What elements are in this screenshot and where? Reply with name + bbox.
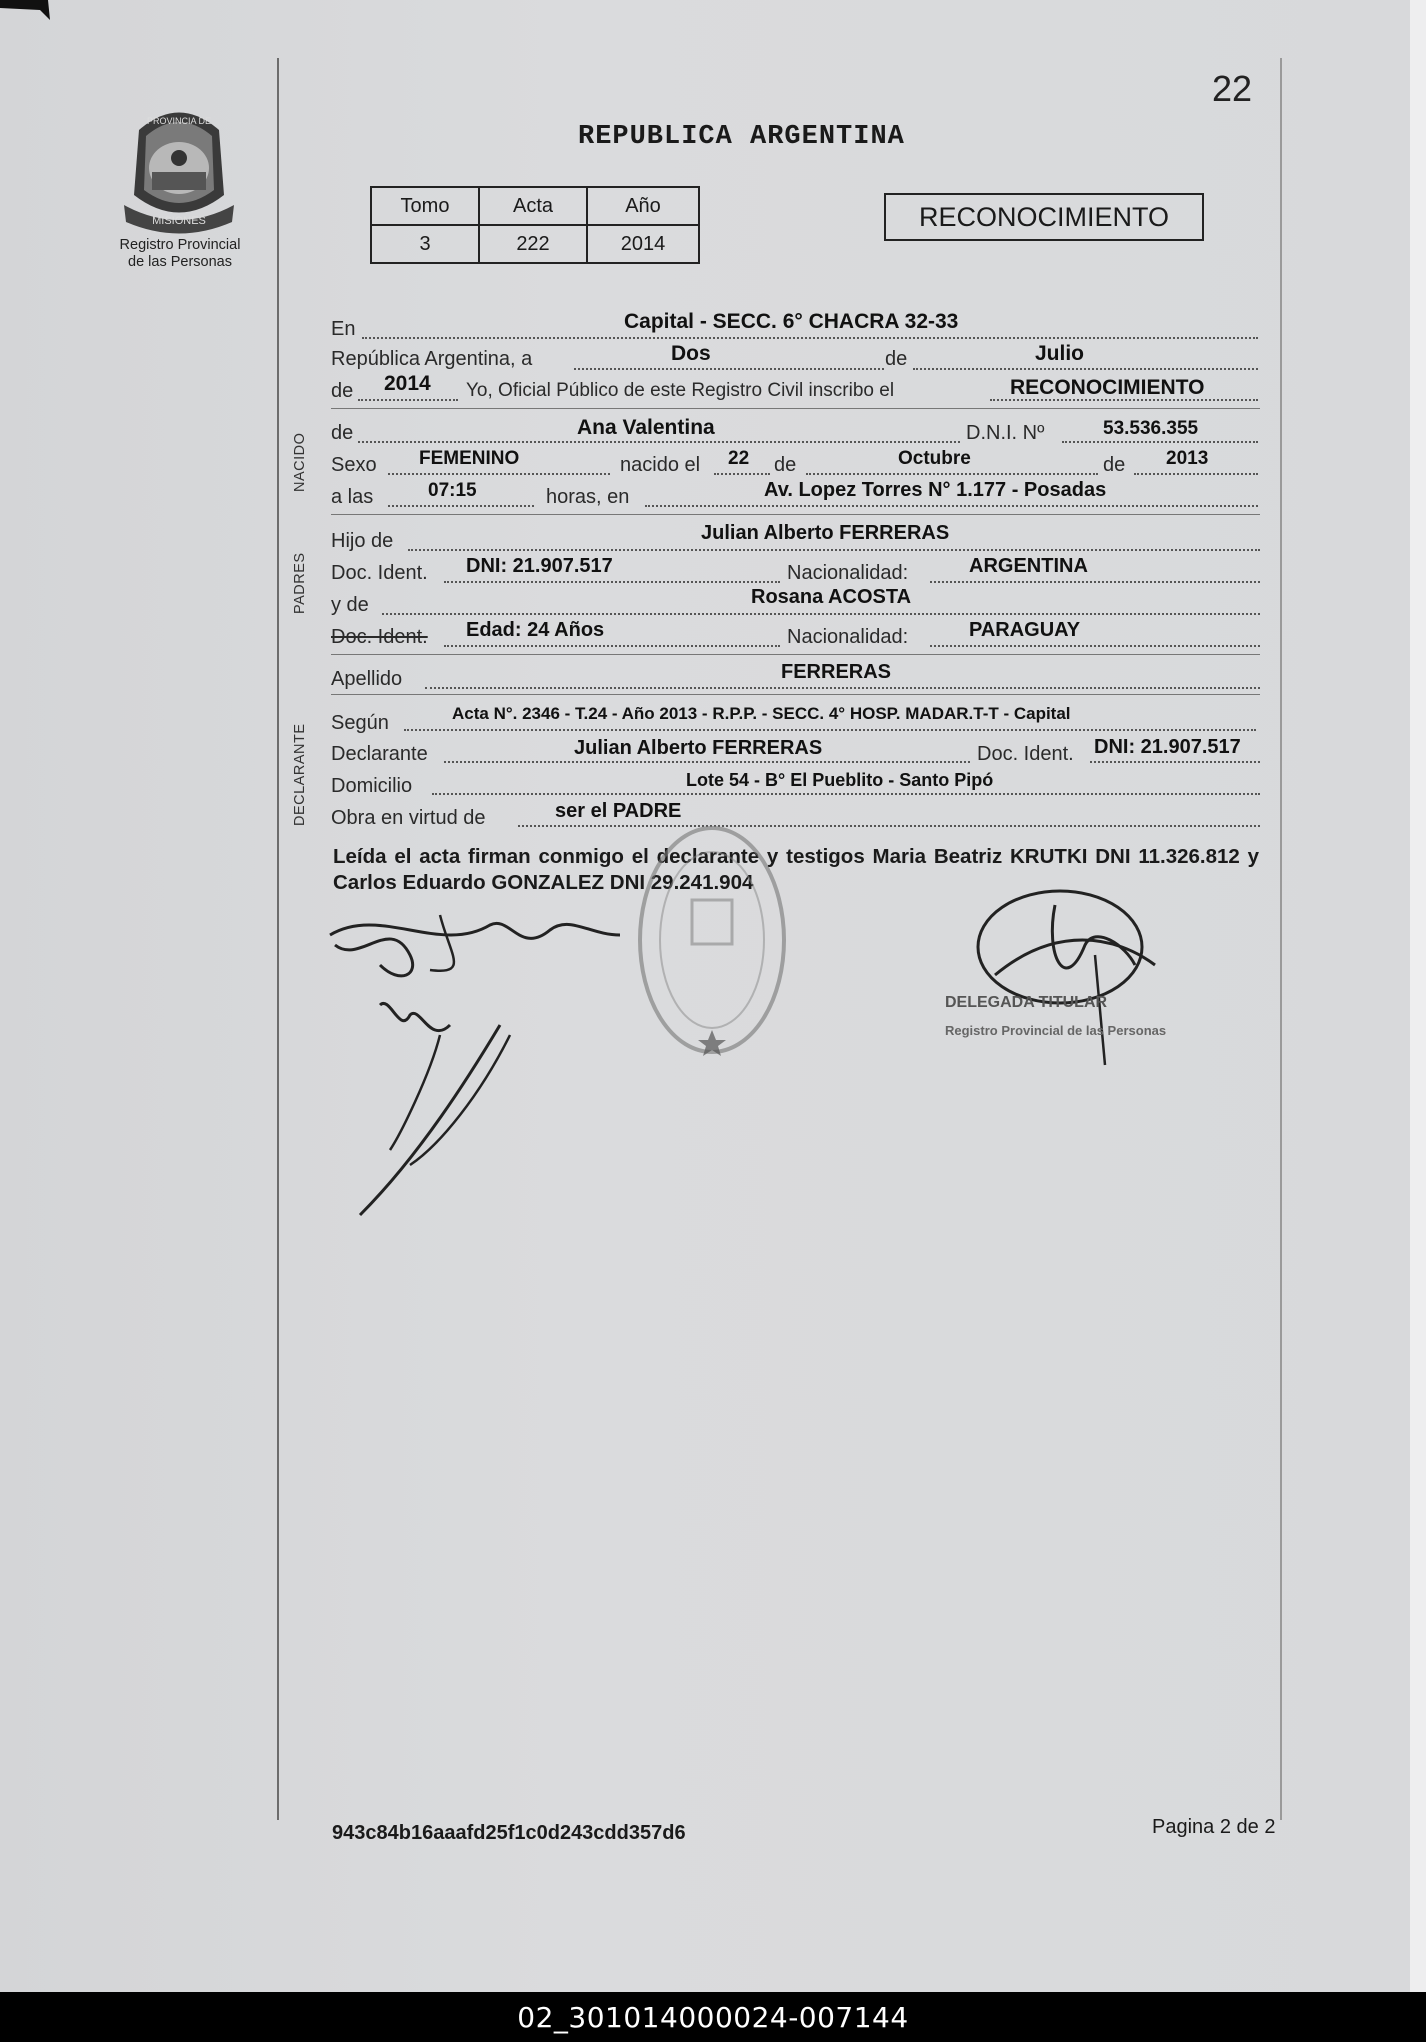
- dotted-line: [930, 581, 1260, 583]
- svg-text:Registro Provincial de las Per: Registro Provincial de las Personas: [945, 1023, 1167, 1038]
- label-segun: Según: [331, 712, 389, 734]
- value-tipo: RECONOCIMIENTO: [1010, 376, 1205, 399]
- section-label-declarante: DECLARANTE: [292, 723, 308, 826]
- value-declarante-doc: DNI: 21.907.517: [1094, 736, 1241, 758]
- section-divider: [331, 654, 1260, 655]
- official-signature: [935, 885, 1195, 1085]
- dotted-line: [714, 473, 770, 475]
- act-type-box: RECONOCIMIENTO: [884, 193, 1204, 241]
- label-de2: de: [331, 380, 354, 402]
- label-y-de: y de: [331, 594, 369, 616]
- label-doc-ident3: Doc. Ident.: [977, 743, 1074, 765]
- page-number: 22: [1212, 68, 1253, 109]
- svg-text:PROVINCIA DE: PROVINCIA DE: [146, 116, 212, 126]
- value-obra: ser el PADRE: [555, 800, 682, 822]
- value-domicilio: Lote 54 - B° El Pueblito - Santo Pipó: [686, 770, 994, 790]
- label-hijo-de: Hijo de: [331, 530, 394, 552]
- section-label-padres: PADRES: [292, 552, 308, 614]
- section-label-nacido: NACIDO: [292, 432, 308, 492]
- value-hora: 07:15: [428, 480, 477, 501]
- document-title: REPUBLICA ARGENTINA: [578, 122, 905, 152]
- registry-table: [370, 186, 700, 264]
- label-de-name: de: [331, 422, 354, 444]
- svg-text:DELEGADA TITULAR: DELEGADA TITULAR: [945, 994, 1108, 1011]
- left-margin-line: [277, 58, 279, 1820]
- label-de-year: de: [1103, 454, 1126, 476]
- page-edge: [1410, 0, 1426, 1992]
- dotted-line: [382, 613, 1260, 615]
- dotted-line: [1134, 473, 1258, 475]
- value-apellido: FERRERAS: [781, 661, 892, 683]
- value-segun: Acta N°. 2346 - T.24 - Año 2013 - R.P.P. - SECC. 4° HOSP. MADAR.T-T - Capital: [452, 704, 1071, 723]
- label-yo: Yo, Oficial Público de este Registro Civil inscribo el: [466, 380, 895, 401]
- dotted-line: [362, 337, 1258, 339]
- dotted-line: [930, 645, 1260, 647]
- right-margin-line: [1280, 58, 1282, 1820]
- dotted-line: [425, 687, 1260, 689]
- section-divider: [331, 408, 1260, 409]
- logo-caption: Registro Provincial de las Personas: [119, 237, 241, 270]
- value-anio: 2014: [384, 372, 431, 395]
- dotted-line: [432, 793, 1260, 795]
- dotted-line: [408, 549, 1260, 551]
- value-padre: Julian Alberto FERRERAS: [701, 522, 950, 544]
- document-hash: 943c84b16aaafd25f1c0d243cdd357d6: [332, 1822, 686, 1844]
- dotted-line: [574, 368, 884, 370]
- value-madre: Rosana ACOSTA: [751, 586, 912, 608]
- dotted-line: [645, 505, 1258, 507]
- provincia-misiones-seal-icon: [114, 100, 244, 240]
- value-dia: Dos: [671, 342, 711, 365]
- value-lugar: Capital - SECC. 6° CHACRA 32-33: [624, 310, 959, 333]
- value-padre-nac: ARGENTINA: [969, 555, 1088, 577]
- round-seal-stamp: [620, 800, 790, 1060]
- label-de: de: [885, 348, 908, 370]
- dotted-line: [444, 761, 970, 763]
- value-nac-mes: Octubre: [898, 448, 971, 469]
- svg-text:MISIONES: MISIONES: [152, 215, 206, 227]
- value-madre-nac: PARAGUAY: [969, 619, 1081, 641]
- label-doc-ident: Doc. Ident.: [331, 562, 428, 584]
- label-nacionalidad2: Nacionalidad:: [787, 626, 909, 648]
- value-madre-doc: Edad: 24 Años: [466, 619, 605, 641]
- dotted-line: [444, 581, 780, 583]
- label-dni: D.N.I. Nº: [966, 422, 1045, 444]
- registry-header-anio: Año: [587, 187, 699, 225]
- label-de-month: de: [774, 454, 797, 476]
- label-apellido: Apellido: [331, 668, 403, 690]
- registry-header-row: [371, 187, 699, 225]
- label-domicilio: Domicilio: [331, 775, 413, 797]
- corner-mark: [0, 0, 60, 22]
- label-republica: República Argentina, a: [331, 348, 533, 370]
- dotted-line: [388, 473, 610, 475]
- dotted-line: [358, 441, 960, 443]
- dotted-line: [1062, 441, 1258, 443]
- label-nacido-el: nacido el: [620, 454, 701, 476]
- dotted-line: [388, 505, 534, 507]
- dotted-line: [358, 399, 458, 401]
- value-nac-dia: 22: [728, 448, 750, 469]
- section-divider: [331, 694, 1260, 695]
- dotted-line: [806, 473, 1098, 475]
- value-sexo: FEMENINO: [419, 448, 520, 469]
- label-obra: Obra en virtud de: [331, 807, 486, 829]
- value-nombre: Ana Valentina: [577, 416, 715, 439]
- value-dni: 53.536.355: [1103, 418, 1199, 439]
- closing-statement: Leída el acta firman conmigo el declarante y testigos Maria Beatriz KRUTKI DNI 11.326.812 y Carlos Eduardo GONZALEZ DNI 29.241.904: [333, 845, 1259, 894]
- label-a-las: a las: [331, 486, 374, 508]
- label-doc-ident2: Doc. Ident.: [331, 626, 428, 648]
- label-declarante: Declarante: [331, 743, 428, 765]
- label-horas-en: horas, en: [546, 486, 630, 508]
- registry-value-anio: 2014: [587, 225, 699, 263]
- dotted-line: [444, 645, 780, 647]
- value-declarante: Julian Alberto FERRERAS: [574, 737, 823, 759]
- label-nacionalidad: Nacionalidad:: [787, 562, 909, 584]
- registry-value-row: [371, 225, 699, 263]
- registry-header-tomo: Tomo: [371, 187, 479, 225]
- value-nac-anio: 2013: [1166, 448, 1209, 469]
- registry-value-tomo: 3: [371, 225, 479, 263]
- registry-value-acta: 222: [479, 225, 587, 263]
- file-id-bar: [0, 1992, 1426, 2042]
- label-sexo: Sexo: [331, 454, 377, 476]
- dotted-line: [913, 368, 1258, 370]
- dotted-line: [1090, 761, 1260, 763]
- page-indicator: Pagina 2 de 2: [1152, 1816, 1276, 1838]
- file-id: 02_301014000024-007144: [517, 2000, 909, 2034]
- dotted-line: [404, 729, 1256, 731]
- declarante-signature: [320, 895, 640, 1225]
- value-lugar-nac: Av. Lopez Torres N° 1.177 - Posadas: [764, 479, 1107, 501]
- value-padre-doc: DNI: 21.907.517: [466, 555, 613, 577]
- value-mes: Julio: [1035, 342, 1085, 365]
- label-en: En: [331, 318, 356, 340]
- registry-header-acta: Acta: [479, 187, 587, 225]
- section-divider: [331, 514, 1260, 515]
